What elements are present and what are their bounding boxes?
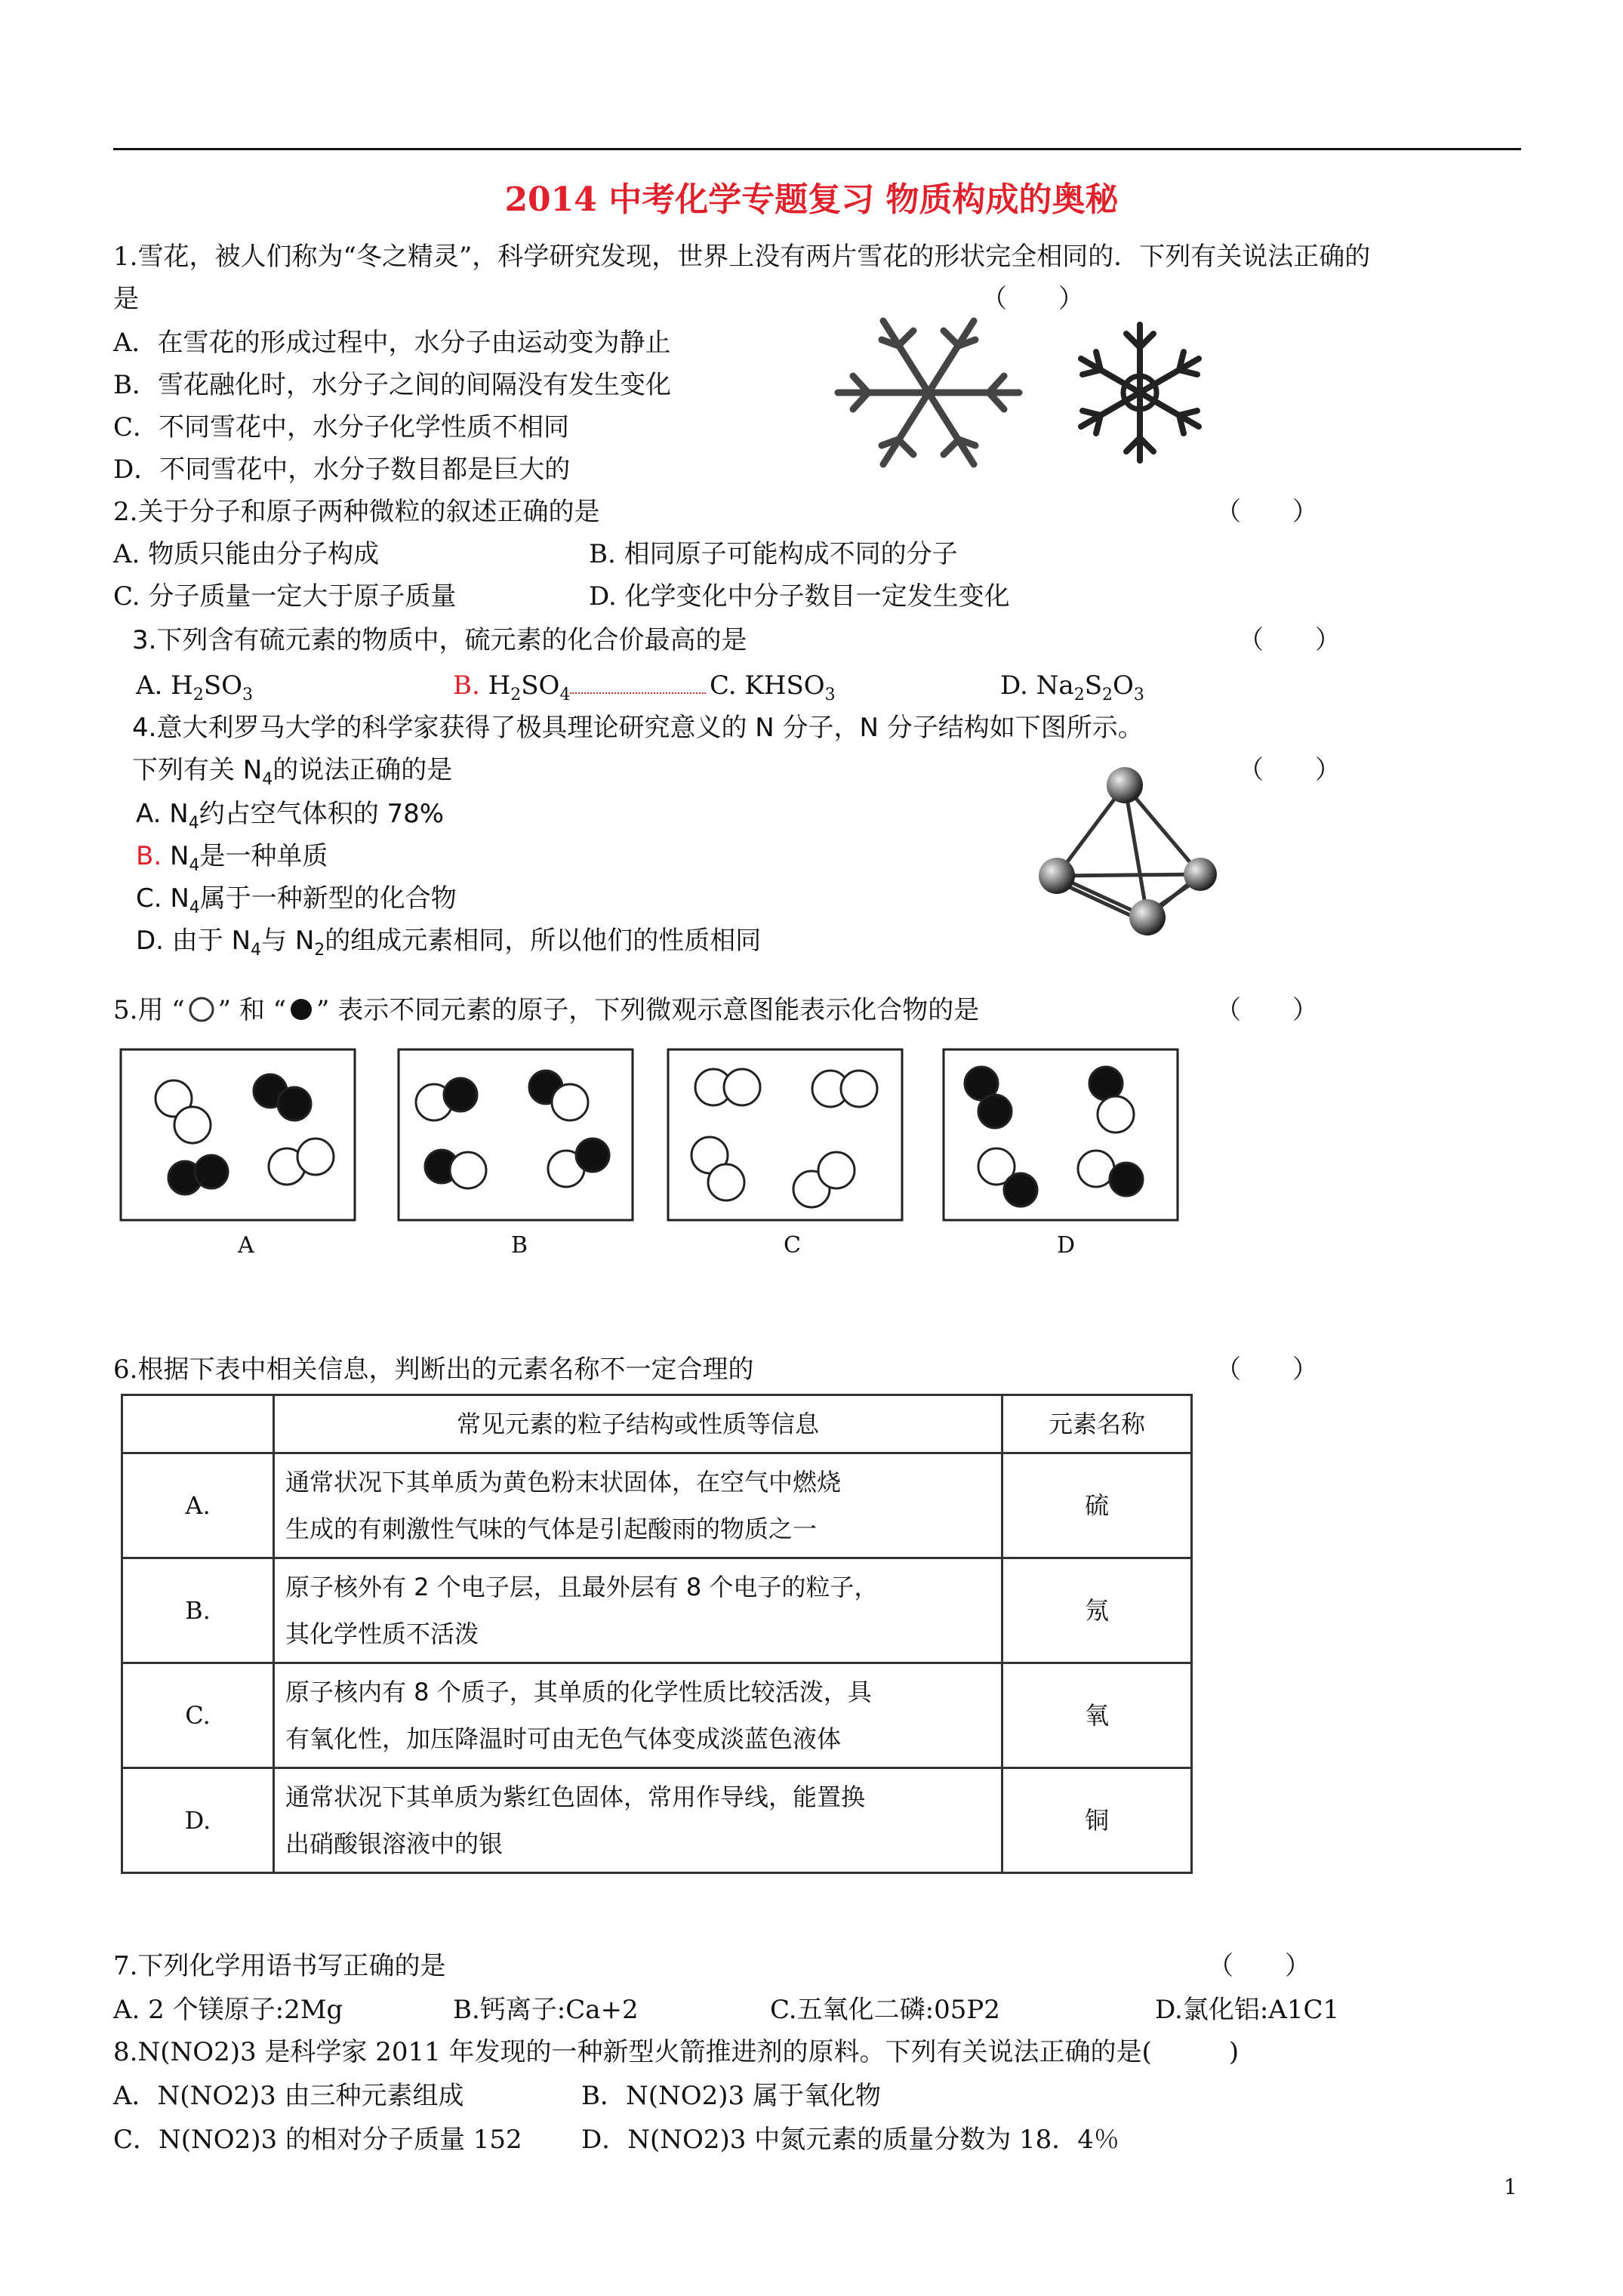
q4-paren: （ ）: [1238, 755, 1341, 785]
q5-box-b: [399, 1049, 633, 1220]
q4-option-d: D. 由于 $N_4$与 $N_2$的组成元素相同，所以他们的性质相同: [136, 926, 762, 960]
q2-option-c: C. 分子质量一定大于原子质量: [113, 581, 457, 612]
q5-paren: （ ）: [1215, 995, 1318, 1025]
n4-molecule-diagram: [1027, 755, 1238, 951]
q6-stem: 6.根据下表中相关信息，判断出的元素名称不一定合理的: [113, 1354, 754, 1385]
q3-stem: 3.下列含有硫元素的物质中，硫元素的化合价最高的是: [132, 625, 747, 655]
q3-paren: （ ）: [1238, 625, 1341, 655]
table-row: [122, 1558, 1192, 1663]
table-cell-element: 硫: [1002, 1453, 1192, 1558]
table-cell-option: C.: [122, 1663, 274, 1768]
q6-paren: （ ）: [1215, 1354, 1318, 1385]
table-header-cell: [122, 1395, 274, 1453]
q5-label-d: D: [1057, 1232, 1076, 1259]
q3-option-d: D. $Na_2S_2O_3$: [1000, 670, 1144, 704]
table-cell-element: 氖: [1002, 1558, 1192, 1663]
table-header-cell: 常见元素的粒子结构或性质等信息: [274, 1395, 1002, 1453]
white-atom-icon: [185, 996, 218, 1023]
black-atom-icon: [286, 996, 316, 1023]
q8-option-c: C．N(NO2)3 的相对分子质量 152: [113, 2125, 522, 2155]
q3-option-c: C. $KHSO_3$: [710, 670, 836, 704]
q8-stem: 8.N(NO2)3 是科学家 2011 年发现的一种新型火箭推进剂的原料。下列有关说法正确的是( ): [113, 2037, 1240, 2067]
q3-option-a: A. $H_2SO_3$: [136, 670, 254, 704]
q7-option-d: D.氯化铝:A1C1: [1155, 1995, 1340, 2025]
q8-option-a: A．N(NO2)3 由三种元素组成: [113, 2081, 464, 2111]
table-cell-info: 原子核内有 8 个质子，其单质的化学性质比较活泼，具 有氧化性，加压降温时可由无色气体变成淡蓝色液体: [274, 1663, 1002, 1768]
table-header-row: [122, 1395, 1192, 1453]
q1-stem-line2: 是: [113, 284, 139, 314]
table-cell-info: 原子核外有 2 个电子层，且最外层有 8 个电子的粒子， 其化学性质不活泼: [274, 1558, 1002, 1663]
snowflake-right-image: [1081, 325, 1199, 461]
q2-paren: （ ）: [1215, 497, 1318, 527]
table-cell-option: A.: [122, 1453, 274, 1558]
table-cell-option: B.: [122, 1558, 274, 1663]
q5-stem: 5.用 “ ” 和 “ ” 表示不同元素的原子，下列微观示意图能表示化合物的是: [113, 995, 980, 1025]
q5-label-b: B: [511, 1232, 528, 1259]
table-row: [122, 1663, 1192, 1768]
q7-option-c: C.五氧化二磷:05P2: [770, 1995, 1000, 2025]
q2-option-d: D. 化学变化中分子数目一定发生变化: [589, 581, 1010, 612]
table-cell-info: 通常状况下其单质为紫红色固体，常用作导线，能置换 出硝酸银溶液中的银: [274, 1768, 1002, 1873]
snowflake-left-image: [838, 321, 1019, 464]
top-rule: [113, 148, 1521, 150]
q4-stem: 4.意大利罗马大学的科学家获得了极具理论研究意义的 N 分子，N 分子结构如下图所示。: [132, 713, 1144, 743]
table-header-cell: 元素名称: [1002, 1395, 1192, 1453]
q1-option-a: A．在雪花的形成过程中，水分子由运动变为静止: [113, 328, 671, 358]
q8-option-d: D．N(NO2)3 中氮元素的质量分数为 18．4％: [581, 2125, 1119, 2155]
q1-option-b: B．雪花融化时，水分子之间的间隔没有发生变化: [113, 370, 671, 400]
q7-option-a: A. 2 个镁原子:2Mg: [113, 1995, 343, 2025]
q1-option-d: D．不同雪花中，水分子数目都是巨大的: [113, 455, 571, 485]
table-row: [122, 1453, 1192, 1558]
table-row: [122, 1768, 1192, 1873]
q8-option-b: B．N(NO2)3 属于氧化物: [581, 2081, 881, 2111]
table-cell-info: 通常状况下其单质为黄色粉末状固体，在空气中燃烧 生成的有刺激性气味的气体是引起酸雨的物质之一: [274, 1453, 1002, 1558]
q1-option-c: C．不同雪花中，水分子化学性质不相同: [113, 412, 570, 442]
q2-option-b: B. 相同原子可能构成不同的分子: [589, 539, 958, 569]
q2-stem: 2.关于分子和原子两种微粒的叙述正确的是: [113, 497, 600, 527]
table-cell-element: 氧: [1002, 1663, 1192, 1768]
page-title: 2014 中考化学专题复习 物质构成的奥秘: [504, 180, 1119, 219]
q7-option-b: B.钙离子:Ca+2: [453, 1995, 639, 2025]
table-cell-option: D.: [122, 1768, 274, 1873]
q5-box-a: [121, 1049, 355, 1220]
q5-label-c: C: [784, 1232, 801, 1259]
q2-option-a: A. 物质只能由分子构成: [113, 539, 380, 569]
element-info-table: [121, 1394, 1193, 1874]
q7-paren: （ ）: [1208, 1951, 1310, 1981]
page-number: 1: [1504, 2174, 1517, 2199]
q7-stem: 7.下列化学用语书写正确的是: [113, 1951, 446, 1981]
q4-option-b: B. $N_4$是一种单质: [136, 841, 328, 875]
q4-option-c: C. $N_4$属于一种新型的化合物: [136, 883, 457, 917]
q5-label-a: A: [238, 1232, 254, 1259]
q4-stem2: 下列有关 $N_4$的说法正确的是: [132, 755, 453, 789]
snowflake-images: [830, 317, 1238, 468]
table-cell-element: 铜: [1002, 1768, 1192, 1873]
q1-stem-line1: 1.雪花，被人们称为“冬之精灵”，科学研究发现，世界上没有两片雪花的形状完全相同的．下列有关说法正确的: [113, 242, 1371, 272]
q3-option-b: B. $H_2SO_4$: [453, 669, 706, 712]
q1-paren: （ ）: [981, 284, 1084, 314]
q4-option-a: A. $N_4$约占空气体积的 78%: [136, 799, 445, 833]
